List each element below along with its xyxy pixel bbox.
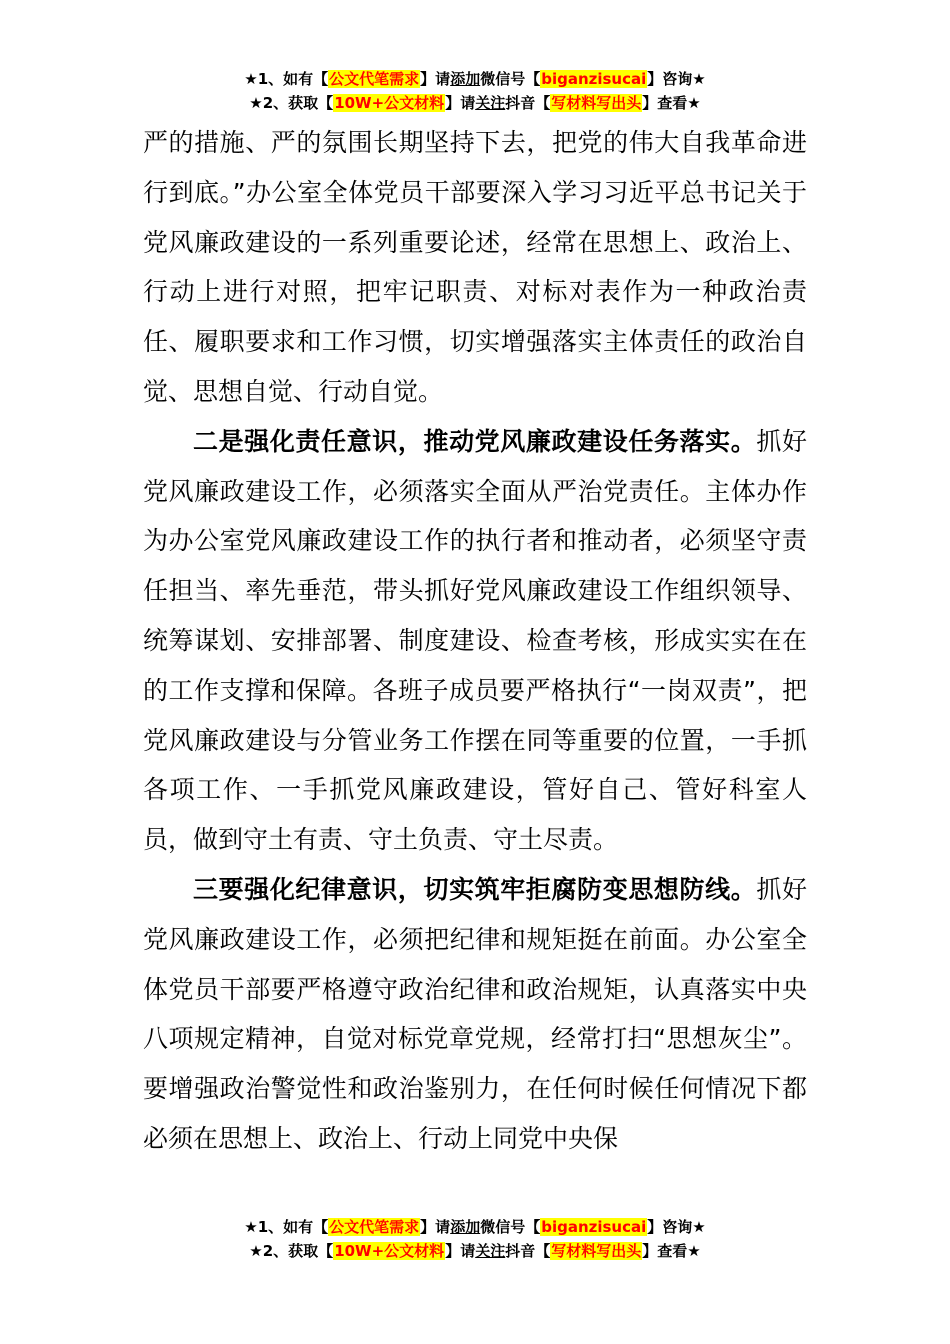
banner-underline: 添加 [450,70,481,88]
banner-text: 】咨询★ [647,1218,706,1236]
paragraph-2-heading: 二是强化责任意识，推动党风廉政建设任务落实。 [193,426,757,456]
banner-highlight: 公文代笔需求 [329,1218,420,1236]
banner-text: 抖音【 [505,94,551,112]
banner-text: 】请 [420,70,451,88]
banner-highlight: 10W+公文材料 [334,94,445,112]
banner-text: ★1、如有【 [244,70,329,88]
banner-text: 】咨询★ [647,70,706,88]
paragraph-3-heading: 三要强化纪律意识，切实筑牢拒腐防变思想防线。 [193,874,757,904]
banner-line-1 [0,68,950,92]
banner-text: 抖音【 [505,1242,551,1260]
banner-highlight: biganzisucai [541,1218,647,1236]
banner-text: ★2、获取【 [249,1242,334,1260]
paragraph-1: 严的措施、严的氛围长期坚持下去，把党的伟大自我革命进行到底。”办公室全体党员干部要深入学习习近平总书记关于党风廉政建设的一系列重要论述，经常在思想上、政治上、行动上进行对照，把牢记职责、对标对表作为一种政治责任、履职要求和工作习惯，切实增强落实主体责任的政治自觉、思想自觉、行动自觉。 [143,128,807,406]
banner-text: 微信号【 [480,70,541,88]
paragraph-3-text: 抓好党风廉政建设工作，必须把纪律和规矩挺在前面。办公室全体党员干部要严格遵守政治纪律和政治规矩，认真落实中央八项规定精神，自觉对标党章党规，经常打扫“思想灰尘”。要增强政治警觉性和政治鉴别力，在任何时候任何情况下都必须在思想上、政治上、行动上同党中央保 [143,874,807,1153]
paragraph-3 [143,865,807,1164]
paragraph-2 [143,417,807,865]
banner-line-2 [0,1240,950,1264]
banner-text: 】请 [445,1242,476,1260]
banner-text: 】请 [420,1218,451,1236]
banner-underline: 关注 [475,94,506,112]
banner-text: ★2、获取【 [249,94,334,112]
banner-text: 】查看★ [642,94,701,112]
banner-text: 微信号【 [480,1218,541,1236]
banner-highlight: 写材料写出头 [551,1242,642,1260]
header-banner [0,68,950,116]
banner-highlight: biganzisucai [541,70,647,88]
document-body [143,118,807,1164]
banner-underline: 关注 [475,1242,506,1260]
banner-text: 】查看★ [642,1242,701,1260]
banner-line-1 [0,1216,950,1240]
footer-banner [0,1216,950,1264]
banner-highlight: 写材料写出头 [551,94,642,112]
banner-text: ★1、如有【 [244,1218,329,1236]
banner-text: 】请 [445,94,476,112]
banner-highlight: 公文代笔需求 [329,70,420,88]
paragraph-2-text: 抓好党风廉政建设工作，必须落实全面从严治党责任。主体办作为办公室党风廉政建设工作的执行者和推动者，必须坚守责任担当、率先垂范，带头抓好党风廉政建设工作组织领导、统筹谋划、安排部署、制度建设、检查考核，形成实实在在的工作支撑和保障。各班子成员要严格执行“一岗双责”，把党风廉政建设与分管业务工作摆在同等重要的位置，一手抓各项工作、一手抓党风廉政建设，管好自己、管好科室人员，做到守土有责、守土负责、守土尽责。 [143,426,807,855]
banner-highlight: 10W+公文材料 [334,1242,445,1260]
banner-line-2 [0,92,950,116]
banner-underline: 添加 [450,1218,481,1236]
